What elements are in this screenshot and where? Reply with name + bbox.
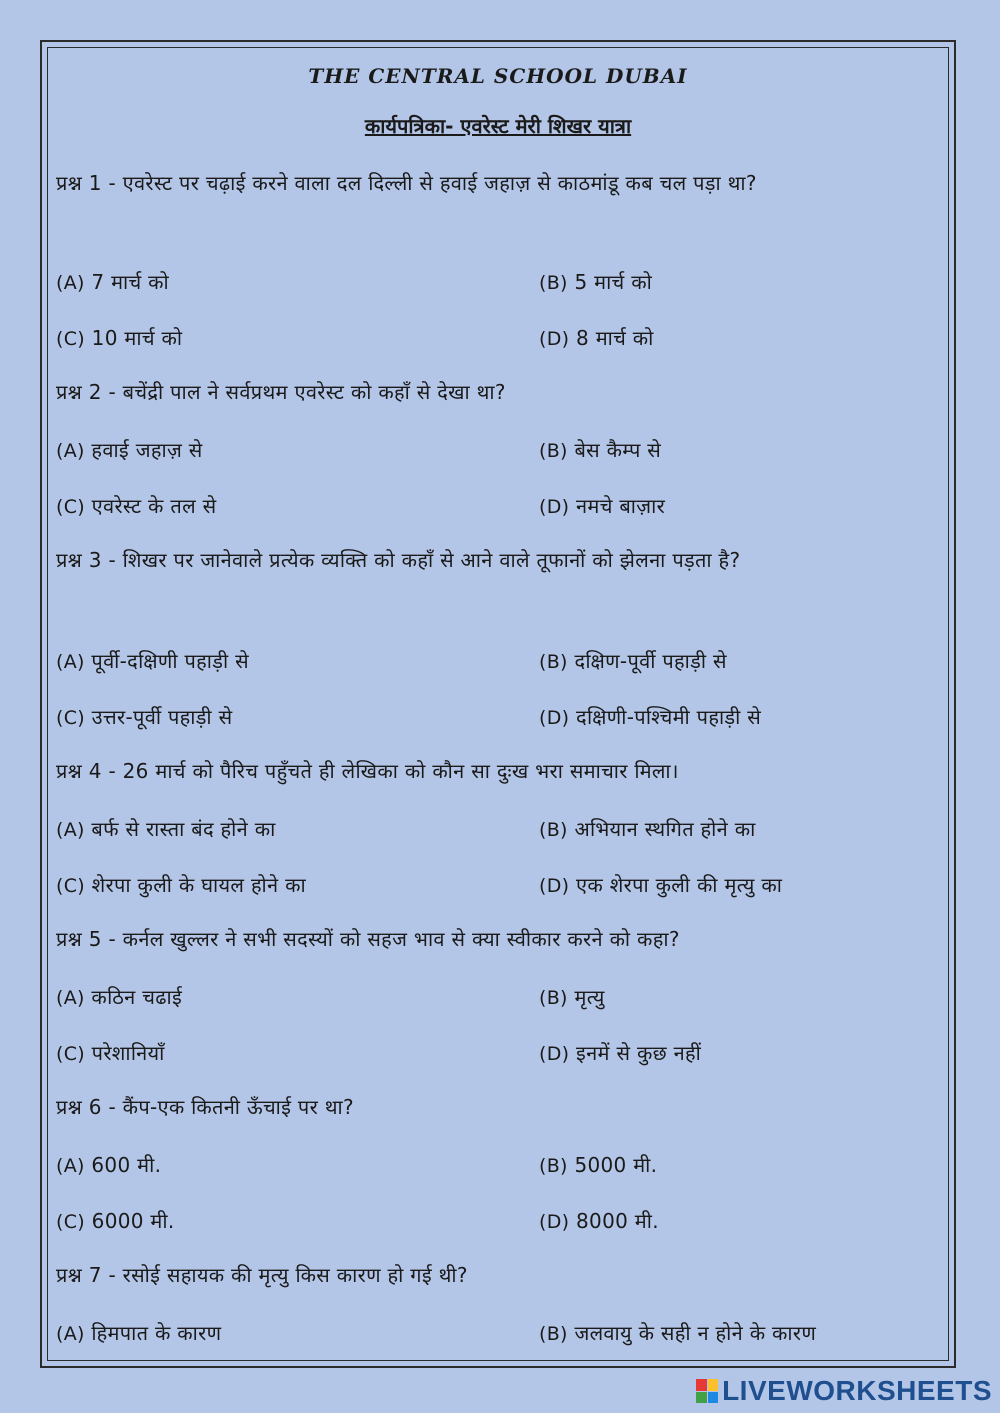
q5-option-d[interactable]: (D) इनमें से कुछ नहीं [539,1041,702,1065]
q7-option-b[interactable]: (B) जलवायु के सही न होने के कारण [539,1321,817,1345]
q5-option-c[interactable]: (C) परेशानियाँ [56,1041,165,1065]
question-label: प्रश्न 1 - [56,171,116,195]
q6-option-d[interactable]: (D) 8000 मी. [539,1209,659,1233]
question-text: रसोई सहायक की मृत्यु किस कारण हो गई थी? [122,1263,468,1287]
q4-option-a[interactable]: (A) बर्फ से रास्ता बंद होने का [56,817,276,841]
question-3 [56,539,936,581]
q6-option-c[interactable]: (C) 6000 मी. [56,1209,175,1233]
q2-option-c[interactable]: (C) एवरेस्ट के तल से [56,494,217,518]
q3-option-c[interactable]: (C) उत्तर-पूर्वी पहाड़ी से [56,705,233,729]
q1-option-a[interactable]: (A) 7 मार्च को [56,270,170,294]
liveworksheets-logo-icon [696,1379,718,1403]
question-1 [56,162,936,204]
question-label: प्रश्न 5 - [56,927,116,951]
question-label: प्रश्न 3 - [56,548,116,572]
q1-option-c[interactable]: (C) 10 मार्च को [56,326,183,350]
question-2 [56,371,936,413]
question-4 [56,750,936,792]
q7-option-a[interactable]: (A) हिमपात के कारण [56,1321,222,1345]
liveworksheets-logo[interactable] [696,1375,992,1407]
question-text: कर्नल खुल्लर ने सभी सदस्यों को सहज भाव से क्या स्वीकार करने को कहा? [122,927,680,951]
q5-option-a[interactable]: (A) कठिन चढाई [56,985,183,1009]
logo-square [708,1392,719,1404]
worksheet-frame [40,40,956,1368]
q4-option-d[interactable]: (D) एक शेरपा कुली की मृत्यु का [539,873,783,897]
q6-option-b[interactable]: (B) 5000 मी. [539,1153,658,1177]
logo-square [696,1392,707,1404]
question-7 [56,1254,936,1296]
q4-option-c[interactable]: (C) शेरपा कुली के घायल होने का [56,873,306,897]
question-text: 26 मार्च को पैरिच पहुँचते ही लेखिका को कौन सा दुःख भरा समाचार मिला। [122,759,679,783]
q5-option-b[interactable]: (B) मृत्यु [539,985,605,1009]
q2-option-d[interactable]: (D) नमचे बाज़ार [539,494,666,518]
question-text: कैंप-एक कितनी ऊँचाई पर था? [122,1095,354,1119]
school-name: THE CENTRAL SCHOOL DUBAI [308,64,688,88]
liveworksheets-logo-text: LIVEWORKSHEETS [722,1375,992,1406]
logo-square [708,1379,719,1391]
q6-option-a[interactable]: (A) 600 मी. [56,1153,162,1177]
question-text: शिखर पर जानेवाले प्रत्येक व्यक्ति को कहाँ से आने वाले तूफानों को झेलना पड़ता है? [122,548,741,572]
question-6 [56,1086,936,1128]
q4-option-b[interactable]: (B) अभियान स्थगित होने का [539,817,756,841]
q3-option-b[interactable]: (B) दक्षिण-पूर्वी पहाड़ी से [539,649,727,673]
question-label: प्रश्न 2 - [56,380,116,404]
worksheet-title: कार्यपत्रिका- एवरेस्ट मेरी शिखर यात्रा [364,114,632,138]
q1-option-d[interactable]: (D) 8 मार्च को [539,326,654,350]
question-text: एवरेस्ट पर चढ़ाई करने वाला दल दिल्ली से हवाई जहाज़ से काठमांडू कब चल पड़ा था? [122,171,757,195]
question-label: प्रश्न 4 - [56,759,116,783]
question-label: प्रश्न 6 - [56,1095,116,1119]
q3-option-a[interactable]: (A) पूर्वी-दक्षिणी पहाड़ी से [56,649,249,673]
question-text: बचेंद्री पाल ने सर्वप्रथम एवरेस्ट को कहाँ से देखा था? [122,380,506,404]
q2-option-b[interactable]: (B) बेस कैम्प से [539,438,662,462]
q1-option-b[interactable]: (B) 5 मार्च को [539,270,653,294]
question-5 [56,918,936,960]
q3-option-d[interactable]: (D) दक्षिणी-पश्चिमी पहाड़ी से [539,705,762,729]
question-label: प्रश्न 7 - [56,1263,116,1287]
logo-square [696,1379,707,1391]
q2-option-a[interactable]: (A) हवाई जहाज़ से [56,438,203,462]
